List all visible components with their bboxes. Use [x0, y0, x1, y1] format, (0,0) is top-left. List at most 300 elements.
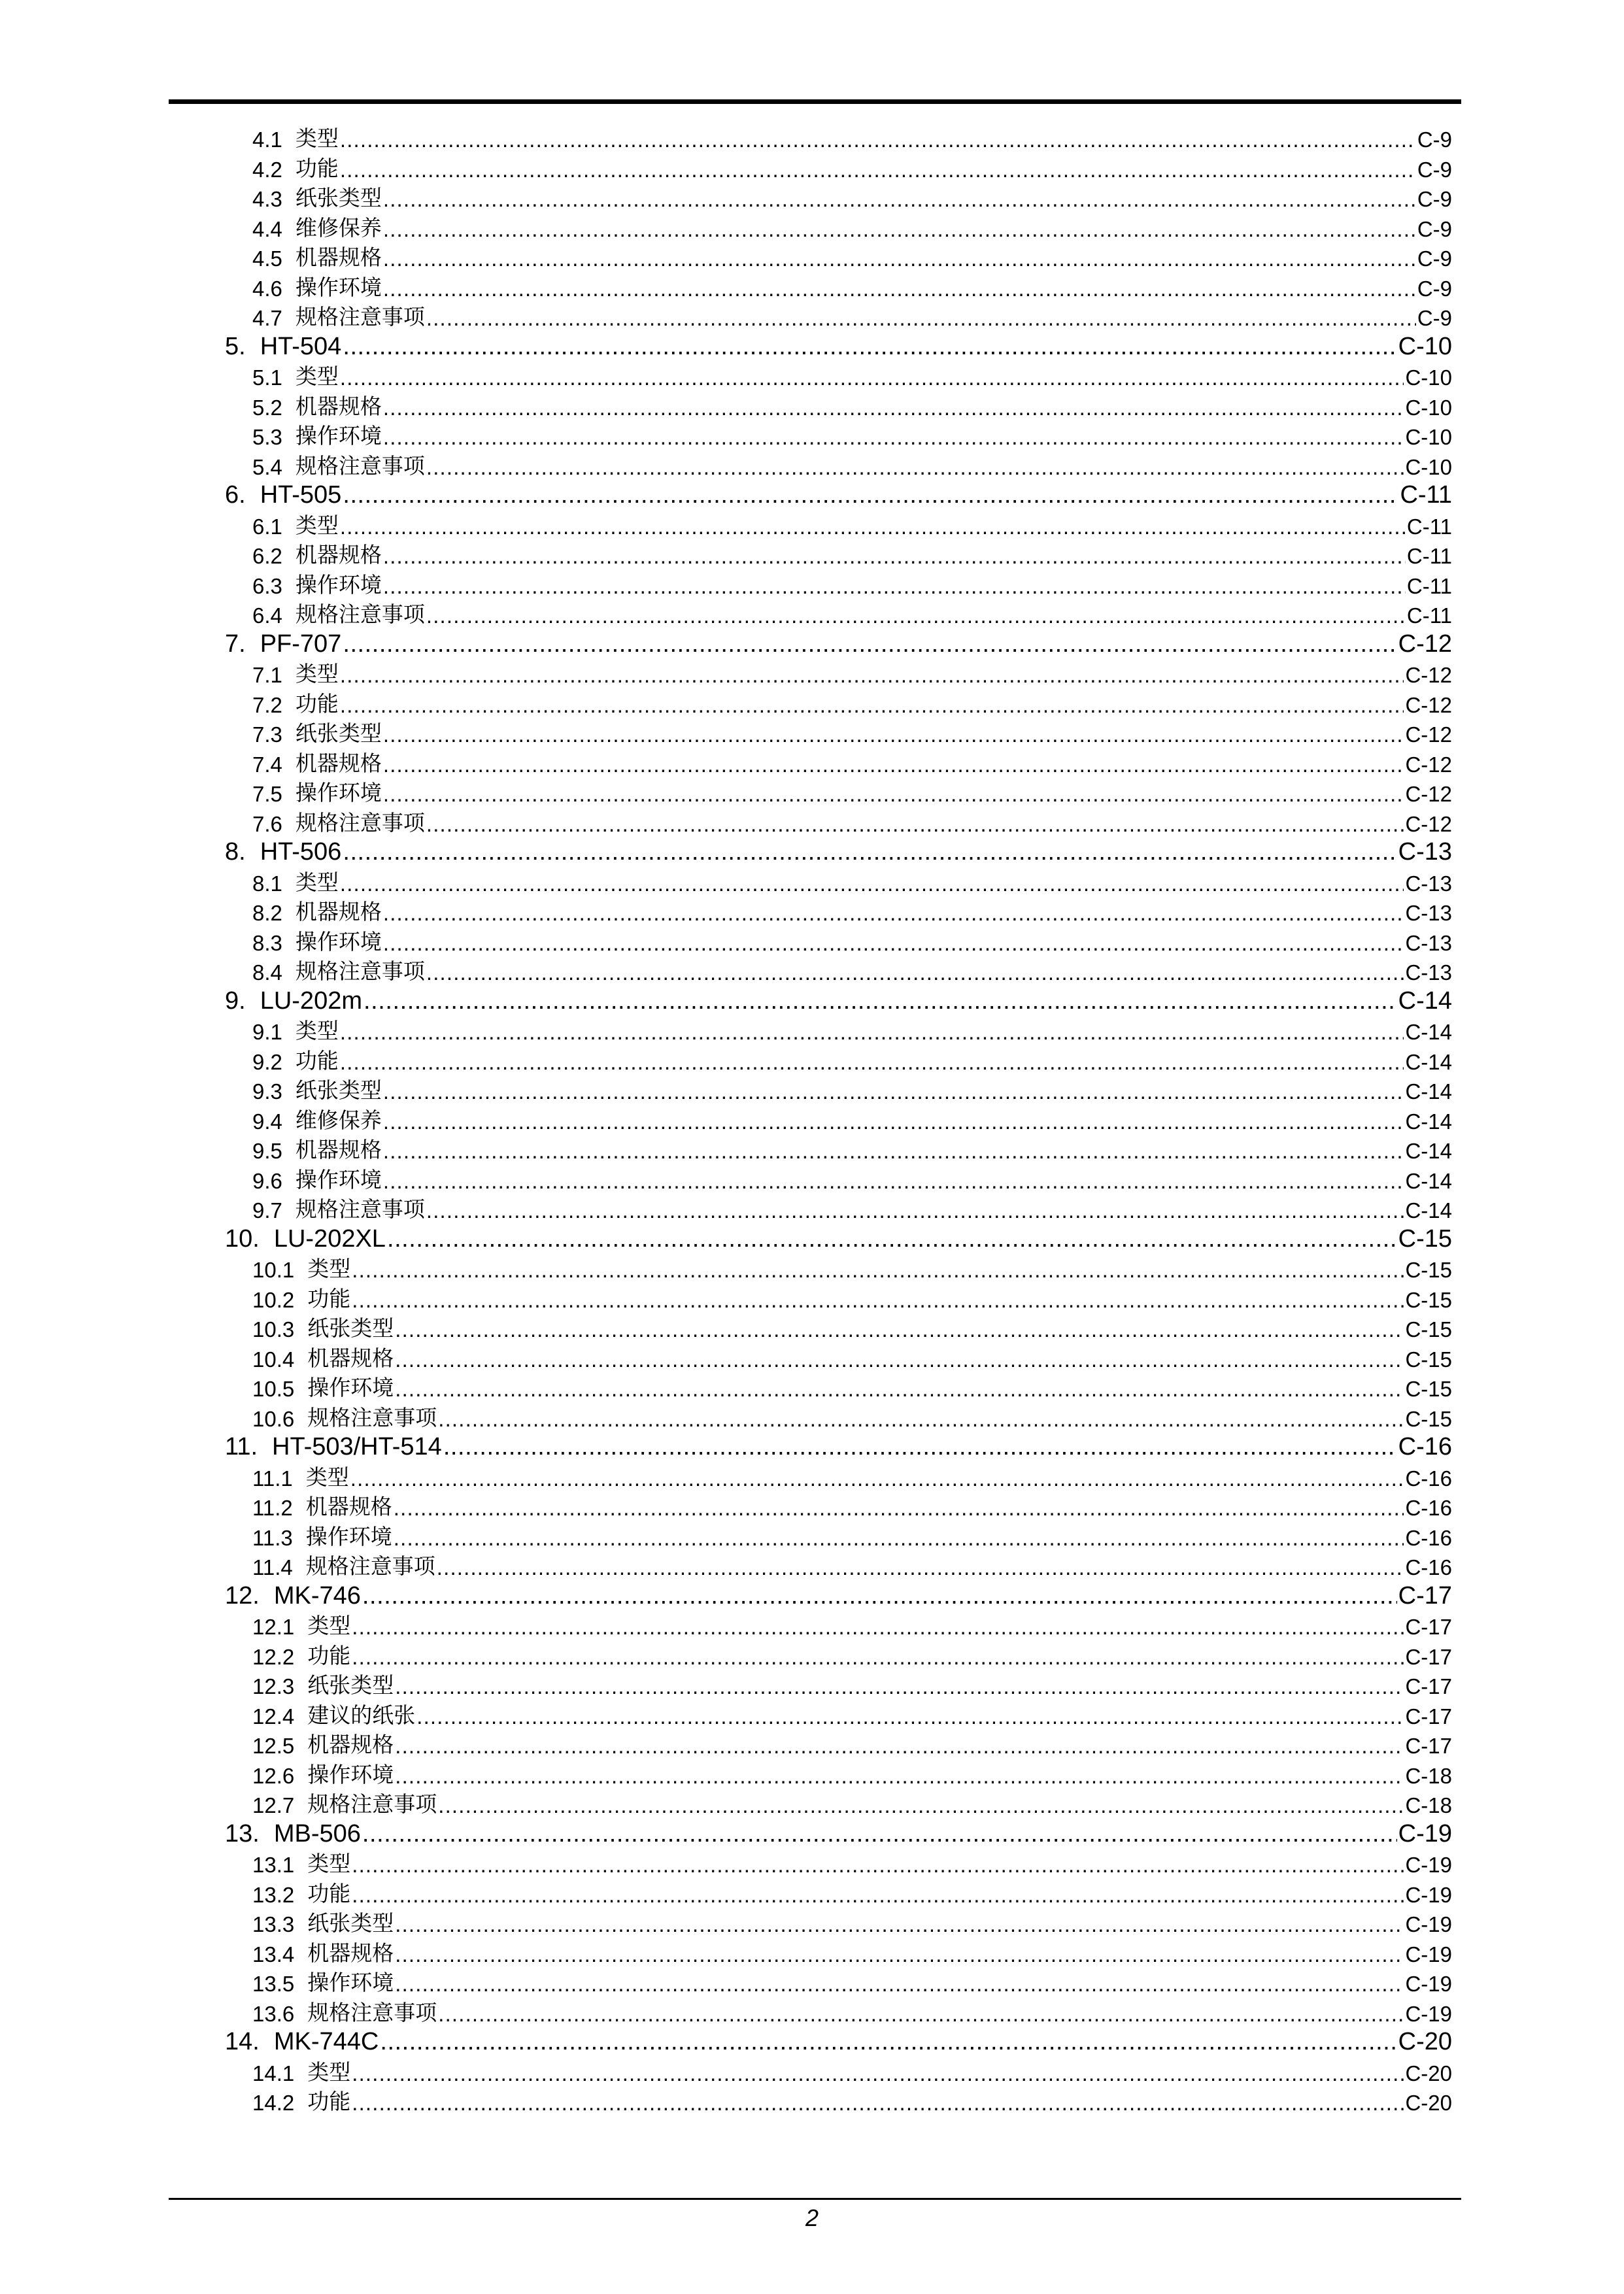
toc-entry-number: 13.2 — [252, 1882, 295, 1907]
toc-dot-leader — [394, 1526, 1404, 1551]
toc-entry-page: C-10 — [1405, 425, 1452, 449]
toc-entry-title: 功能 — [295, 1048, 339, 1073]
toc-entry-title: 纸张类型 — [307, 1673, 394, 1697]
toc-entry-title: 操作环境 — [307, 1375, 394, 1400]
toc-dot-leader — [383, 1079, 1404, 1104]
toc-section-entry[interactable] — [252, 692, 1452, 718]
header-rule — [169, 99, 1461, 104]
toc-entry-title: 机器规格 — [295, 245, 382, 269]
toc-section-entry[interactable] — [252, 870, 1452, 896]
toc-section-entry[interactable] — [252, 573, 1452, 599]
toc-entry-page: C-14 — [1405, 1168, 1452, 1193]
toc-entry-number: 11. — [225, 1433, 258, 1460]
toc-entry-number: 9.4 — [252, 1109, 282, 1134]
toc-entry-page: C-16 — [1405, 1555, 1452, 1579]
toc-section-entry[interactable] — [252, 186, 1452, 212]
toc-entry-page: C-16 — [1398, 1433, 1452, 1460]
toc-entry-title: 建议的纸张 — [307, 1702, 416, 1727]
toc-entry-number: 13.3 — [252, 1912, 295, 1936]
toc-entry-title: 维修保养 — [295, 1107, 382, 1132]
toc-entry-page: C-19 — [1405, 1912, 1452, 1936]
footer-rule — [169, 2198, 1461, 2200]
toc-entry-page: C-14 — [1405, 1049, 1452, 1074]
toc-entry-number: 11.1 — [252, 1466, 293, 1491]
toc-entry-page: C-9 — [1417, 276, 1452, 301]
toc-dot-leader — [395, 1377, 1404, 1402]
toc-section-entry[interactable] — [252, 662, 1452, 688]
toc-dot-leader — [387, 1225, 1397, 1253]
toc-entry-title: 机器规格 — [305, 1494, 392, 1519]
toc-section-entry[interactable] — [252, 1019, 1452, 1045]
toc-entry-page: C-17 — [1405, 1644, 1452, 1669]
toc-section-entry[interactable] — [252, 1049, 1452, 1075]
toc-dot-leader — [340, 365, 1404, 390]
toc-section-entry[interactable] — [252, 811, 1452, 837]
toc-chapter-entry[interactable] — [225, 1224, 1452, 1253]
toc-entry-number: 6.2 — [252, 544, 282, 568]
toc-entry-page: C-20 — [1398, 2028, 1452, 2055]
toc-section-entry[interactable] — [252, 1525, 1452, 1551]
toc-dot-leader — [383, 187, 1416, 212]
toc-section-entry[interactable] — [252, 2000, 1452, 2027]
toc-entry-title: HT-506 — [260, 838, 342, 866]
toc-section-entry[interactable] — [252, 1673, 1452, 1699]
toc-entry-number: 6.1 — [252, 514, 282, 539]
toc-entry-page: C-15 — [1405, 1347, 1452, 1372]
toc-section-entry[interactable] — [252, 1792, 1452, 1818]
toc-entry-title: 纸张类型 — [295, 1078, 382, 1102]
toc-entry-page: C-11 — [1406, 514, 1452, 539]
toc-entry-title: 类型 — [295, 364, 339, 388]
toc-entry-title: 功能 — [307, 1881, 351, 1906]
toc-entry-title: 操作环境 — [295, 1167, 382, 1192]
toc-entry-page: C-20 — [1405, 2091, 1452, 2115]
toc-entry-title: 机器规格 — [295, 900, 382, 924]
toc-entry-title: 机器规格 — [295, 543, 382, 567]
toc-dot-leader — [426, 455, 1404, 480]
toc-entry-number: 13.6 — [252, 2001, 295, 2026]
toc-entry-title: 规格注意事项 — [295, 959, 425, 983]
toc-dot-leader — [340, 1050, 1404, 1075]
toc-dot-leader — [383, 722, 1404, 747]
toc-dot-leader — [383, 782, 1404, 807]
toc-entry-title: MK-744C — [273, 2028, 379, 2055]
toc-section-entry[interactable] — [252, 1613, 1452, 1640]
toc-entry-number: 12.1 — [252, 1615, 295, 1639]
toc-entry-page: C-14 — [1398, 987, 1452, 1015]
toc-entry-number: 8.4 — [252, 960, 282, 985]
toc-dot-leader — [343, 630, 1396, 658]
toc-entry-title: 机器规格 — [307, 1345, 394, 1370]
toc-section-entry[interactable] — [252, 1406, 1452, 1432]
toc-entry-page: C-10 — [1405, 365, 1452, 390]
toc-entry-number: 8. — [225, 838, 246, 866]
toc-dot-leader — [395, 1912, 1404, 1937]
toc-entry-title: 机器规格 — [295, 394, 382, 418]
toc-entry-number: 4.6 — [252, 276, 282, 301]
toc-entry-page: C-11 — [1406, 603, 1452, 628]
toc-entry-number: 9. — [225, 987, 246, 1015]
toc-entry-page: C-14 — [1405, 1198, 1452, 1223]
toc-dot-leader — [340, 871, 1404, 896]
toc-entry-page: C-12 — [1405, 663, 1452, 687]
toc-entry-number: 8.3 — [252, 930, 282, 955]
toc-section-entry[interactable] — [252, 781, 1452, 807]
toc-section-entry[interactable] — [252, 1465, 1452, 1491]
toc-section-entry[interactable] — [252, 156, 1452, 182]
toc-section-entry[interactable] — [252, 1168, 1452, 1194]
toc-chapter-entry[interactable] — [225, 987, 1452, 1015]
toc-entry-number: 4.3 — [252, 187, 282, 211]
toc-entry-number: 6.3 — [252, 573, 282, 598]
toc-entry-number: 7. — [225, 630, 246, 658]
toc-entry-number: 8.2 — [252, 901, 282, 925]
toc-entry-page: C-15 — [1405, 1258, 1452, 1282]
toc-section-entry[interactable] — [252, 1763, 1452, 1789]
toc-dot-leader — [383, 752, 1404, 777]
toc-entry-title: MB-506 — [273, 1819, 361, 1847]
toc-entry-title: 功能 — [307, 1286, 351, 1311]
toc-dot-leader — [438, 2002, 1404, 2027]
toc-dot-leader — [362, 1582, 1397, 1610]
toc-entry-number: 9.2 — [252, 1049, 282, 1074]
toc-dot-leader — [343, 333, 1396, 361]
toc-entry-number: 10.2 — [252, 1287, 295, 1312]
toc-dot-leader — [352, 1288, 1404, 1313]
toc-entry-page: C-19 — [1398, 1819, 1452, 1847]
toc-chapter-entry[interactable] — [225, 332, 1452, 361]
toc-entry-title: 规格注意事项 — [295, 305, 425, 329]
toc-section-entry[interactable] — [252, 364, 1452, 390]
toc-entry-title: 类型 — [295, 662, 339, 686]
toc-dot-leader — [426, 960, 1404, 985]
toc-chapter-entry[interactable] — [225, 837, 1452, 866]
toc-entry-title: 规格注意事项 — [307, 2000, 437, 2025]
toc-dot-leader — [352, 2091, 1404, 2116]
toc-entry-page: C-12 — [1405, 692, 1452, 717]
toc-entry-page: C-9 — [1417, 187, 1452, 211]
toc-entry-number: 13. — [225, 1819, 260, 1847]
toc-dot-leader — [416, 1704, 1404, 1729]
toc-section-entry[interactable] — [252, 1197, 1452, 1223]
toc-entry-title: 操作环境 — [295, 929, 382, 954]
toc-section-entry[interactable] — [252, 543, 1452, 569]
toc-entry-title: 规格注意事项 — [295, 602, 425, 626]
toc-dot-leader — [343, 481, 1398, 509]
toc-section-entry[interactable] — [252, 126, 1452, 152]
toc-entry-number: 10.1 — [252, 1258, 295, 1282]
toc-entry-title: 类型 — [307, 1851, 351, 1876]
toc-chapter-entry[interactable] — [225, 1819, 1452, 1848]
toc-chapter-entry[interactable] — [225, 481, 1452, 509]
toc-dot-leader — [352, 2061, 1404, 2086]
toc-entry-title: 规格注意事项 — [305, 1554, 435, 1578]
toc-entry-number: 9.7 — [252, 1198, 282, 1223]
toc-entry-page: C-11 — [1406, 544, 1452, 568]
toc-dot-leader — [395, 1972, 1404, 1997]
toc-entry-page: C-17 — [1398, 1581, 1452, 1610]
toc-section-entry[interactable] — [252, 1851, 1452, 1878]
toc-entry-number: 5.4 — [252, 454, 282, 479]
toc-entry-title: 规格注意事项 — [295, 1197, 425, 1221]
toc-entry-title: 类型 — [307, 1257, 351, 1281]
toc-dot-leader — [395, 1764, 1404, 1789]
toc-section-entry[interactable] — [252, 424, 1452, 450]
toc-section-entry[interactable] — [252, 1644, 1452, 1670]
toc-section-entry[interactable] — [252, 454, 1452, 480]
toc-section-entry[interactable] — [252, 1078, 1452, 1104]
toc-section-entry[interactable] — [252, 1911, 1452, 1937]
toc-entry-number: 5.1 — [252, 365, 282, 390]
toc-entry-title: 功能 — [295, 691, 339, 716]
toc-dot-leader — [383, 1169, 1404, 1194]
toc-entry-page: C-9 — [1417, 127, 1452, 152]
toc-dot-leader — [395, 1734, 1404, 1759]
toc-section-entry[interactable] — [252, 513, 1452, 539]
toc-entry-number: 12.7 — [252, 1793, 295, 1817]
toc-section-entry[interactable] — [252, 721, 1452, 747]
toc-dot-leader — [395, 1347, 1404, 1372]
toc-entry-title: 功能 — [295, 156, 339, 180]
toc-dot-leader — [380, 2028, 1396, 2056]
toc-entry-title: 纸张类型 — [307, 1911, 394, 1935]
toc-entry-title: 纸张类型 — [295, 186, 382, 210]
toc-entry-number: 7.6 — [252, 811, 282, 836]
toc-entry-title: 纸张类型 — [295, 721, 382, 745]
toc-dot-leader — [383, 1139, 1404, 1164]
toc-section-entry[interactable] — [252, 1494, 1452, 1521]
toc-dot-leader — [383, 425, 1404, 450]
toc-entry-page: C-9 — [1417, 306, 1452, 330]
toc-entry-page: C-19 — [1405, 1972, 1452, 1996]
toc-entry-page: C-11 — [1406, 573, 1452, 598]
toc-section-entry[interactable] — [252, 216, 1452, 242]
toc-dot-leader — [383, 396, 1404, 420]
toc-entry-title: 类型 — [307, 1613, 351, 1638]
toc-entry-number: 4.5 — [252, 246, 282, 271]
toc-entry-number: 8.1 — [252, 871, 282, 896]
toc-section-entry[interactable] — [252, 1316, 1452, 1342]
toc-entry-page: C-13 — [1405, 930, 1452, 955]
toc-entry-number: 14.1 — [252, 2061, 295, 2085]
toc-entry-number: 14. — [225, 2028, 260, 2055]
toc-section-entry[interactable] — [252, 394, 1452, 420]
toc-entry-title: 操作环境 — [295, 781, 382, 805]
toc-section-entry[interactable] — [252, 1375, 1452, 1402]
toc-dot-leader — [362, 1820, 1397, 1848]
toc-entry-number: 12.4 — [252, 1704, 295, 1729]
toc-entry-number: 7.4 — [252, 752, 282, 777]
toc-section-entry[interactable] — [252, 1970, 1452, 1997]
toc-dot-leader — [352, 1883, 1404, 1908]
toc-section-entry[interactable] — [252, 959, 1452, 985]
toc-entry-page: C-15 — [1405, 1317, 1452, 1341]
toc-dot-leader — [352, 1615, 1404, 1640]
toc-entry-page: C-10 — [1405, 454, 1452, 479]
toc-entry-title: LU-202m — [260, 987, 362, 1015]
toc-entry-number: 5.3 — [252, 425, 282, 449]
toc-section-entry[interactable] — [252, 751, 1452, 777]
toc-dot-leader — [395, 1942, 1404, 1967]
toc-entry-page: C-19 — [1405, 2001, 1452, 2026]
toc-section-entry[interactable] — [252, 2089, 1452, 2116]
toc-dot-leader — [364, 987, 1397, 1015]
toc-entry-title: 操作环境 — [295, 424, 382, 448]
toc-dot-leader — [426, 306, 1416, 331]
toc-entry-page: C-15 — [1398, 1224, 1452, 1253]
toc-entry-number: 10.3 — [252, 1317, 295, 1341]
toc-section-entry[interactable] — [252, 1108, 1452, 1134]
toc-dot-leader — [438, 1407, 1404, 1432]
toc-entry-number: 4.4 — [252, 216, 282, 241]
toc-chapter-entry[interactable] — [225, 1581, 1452, 1610]
toc-entry-number: 9.5 — [252, 1139, 282, 1163]
toc-dot-leader — [352, 1853, 1404, 1878]
toc-entry-page: C-14 — [1405, 1020, 1452, 1044]
toc-entry-title: 类型 — [295, 869, 339, 894]
toc-dot-leader — [395, 1317, 1404, 1342]
toc-section-entry[interactable] — [252, 900, 1452, 926]
toc-entry-title: 类型 — [305, 1464, 349, 1489]
toc-entry-page: C-13 — [1398, 838, 1452, 866]
toc-entry-number: 12.3 — [252, 1674, 295, 1698]
toc-entry-title: 规格注意事项 — [307, 1792, 437, 1816]
toc-entry-title: 类型 — [295, 126, 339, 150]
toc-entry-number: 5.2 — [252, 395, 282, 420]
toc-dot-leader — [383, 217, 1416, 242]
toc-dot-leader — [340, 127, 1416, 152]
toc-section-entry[interactable] — [252, 1257, 1452, 1283]
toc-dot-leader — [426, 603, 1406, 628]
toc-section-entry[interactable] — [252, 1941, 1452, 1967]
toc-entry-number: 7.2 — [252, 692, 282, 717]
toc-section-entry[interactable] — [252, 1703, 1452, 1729]
toc-dot-leader — [352, 1258, 1404, 1283]
toc-dot-leader — [340, 158, 1416, 182]
toc-section-entry[interactable] — [252, 1554, 1452, 1580]
toc-entry-page: C-12 — [1405, 782, 1452, 806]
toc-entry-number: 7.1 — [252, 663, 282, 687]
toc-entry-number: 9.3 — [252, 1079, 282, 1104]
toc-entry-page: C-16 — [1405, 1496, 1452, 1520]
toc-entry-page: C-9 — [1417, 157, 1452, 182]
toc-entry-number: 4.7 — [252, 306, 282, 330]
toc-section-entry[interactable] — [252, 2060, 1452, 2086]
toc-section-entry[interactable] — [252, 275, 1452, 301]
toc-chapter-entry[interactable] — [225, 1432, 1452, 1461]
toc-entry-title: 功能 — [307, 1643, 351, 1668]
toc-dot-leader — [383, 544, 1406, 569]
toc-entry-number: 12.5 — [252, 1734, 295, 1758]
toc-entry-title: 规格注意事项 — [307, 1405, 437, 1430]
toc-entry-title: 操作环境 — [305, 1524, 392, 1549]
toc-entry-number: 13.5 — [252, 1972, 295, 1996]
toc-entry-title: 操作环境 — [307, 1762, 394, 1787]
toc-entry-page: C-18 — [1405, 1793, 1452, 1817]
toc-entry-page: C-12 — [1405, 722, 1452, 747]
toc-entry-number: 4.2 — [252, 157, 282, 182]
toc-entry-page: C-17 — [1405, 1674, 1452, 1698]
toc-chapter-entry[interactable] — [225, 2027, 1452, 2056]
toc-entry-page: C-13 — [1405, 960, 1452, 985]
toc-entry-number: 6. — [225, 481, 246, 509]
toc-dot-leader — [340, 693, 1404, 718]
toc-entry-number: 10. — [225, 1224, 260, 1253]
toc-section-entry[interactable] — [252, 1287, 1452, 1313]
toc-section-entry[interactable] — [252, 1881, 1452, 1908]
toc-entry-number: 6.4 — [252, 603, 282, 628]
toc-entry-title: 规格注意事项 — [295, 810, 425, 835]
toc-entry-page: C-15 — [1405, 1377, 1452, 1401]
toc-section-entry[interactable] — [252, 1138, 1452, 1164]
toc-section-entry[interactable] — [252, 305, 1452, 331]
toc-section-entry[interactable] — [252, 1732, 1452, 1759]
toc-entry-title: 类型 — [307, 2059, 351, 2084]
toc-entry-title: 机器规格 — [295, 1138, 382, 1162]
toc-dot-leader — [383, 1109, 1404, 1134]
toc-dot-leader — [395, 1674, 1404, 1699]
toc-entry-number: 7.3 — [252, 722, 282, 747]
toc-section-entry[interactable] — [252, 930, 1452, 956]
toc-entry-title: LU-202XL — [273, 1224, 386, 1253]
toc-entry-page: C-19 — [1405, 1853, 1452, 1877]
toc-chapter-entry[interactable] — [225, 630, 1452, 658]
toc-entry-page: C-19 — [1405, 1882, 1452, 1907]
toc-dot-leader — [383, 931, 1404, 956]
toc-entry-number: 14.2 — [252, 2091, 295, 2115]
toc-entry-number: 13.1 — [252, 1853, 295, 1877]
toc-entry-number: 9.1 — [252, 1020, 282, 1044]
toc-entry-page: C-12 — [1405, 752, 1452, 777]
toc-section-entry[interactable] — [252, 245, 1452, 271]
toc-entry-number: 10.5 — [252, 1377, 295, 1401]
toc-dot-leader — [383, 574, 1406, 599]
toc-entry-page: C-12 — [1405, 811, 1452, 836]
toc-dot-leader — [437, 1555, 1404, 1580]
toc-entry-title: 机器规格 — [307, 1732, 394, 1757]
toc-entry-number: 4.1 — [252, 127, 282, 152]
toc-entry-page: C-14 — [1405, 1109, 1452, 1134]
toc-entry-number: 10.6 — [252, 1406, 295, 1431]
toc-entry-page: C-20 — [1405, 2061, 1452, 2085]
toc-entry-page: C-13 — [1405, 901, 1452, 925]
toc-entry-page: C-17 — [1405, 1704, 1452, 1729]
toc-entry-page: C-15 — [1405, 1406, 1452, 1431]
toc-dot-leader — [352, 1645, 1404, 1670]
toc-entry-page: C-12 — [1398, 630, 1452, 658]
toc-section-entry[interactable] — [252, 602, 1452, 628]
toc-entry-title: 操作环境 — [295, 572, 382, 597]
toc-dot-leader — [394, 1496, 1404, 1521]
toc-entry-number: 12. — [225, 1581, 260, 1610]
toc-entry-number: 11.2 — [252, 1496, 293, 1520]
toc-entry-page: C-14 — [1405, 1079, 1452, 1104]
toc-entry-page: C-10 — [1405, 395, 1452, 420]
toc-dot-leader — [383, 277, 1416, 301]
toc-entry-number: 9.6 — [252, 1168, 282, 1193]
toc-entry-number: 11.4 — [252, 1555, 293, 1579]
toc-entry-page: C-17 — [1405, 1734, 1452, 1758]
toc-dot-leader — [443, 1433, 1397, 1461]
toc-entry-page: C-14 — [1405, 1139, 1452, 1163]
toc-entry-title: 功能 — [307, 2089, 351, 2114]
toc-entry-title: PF-707 — [260, 630, 342, 658]
toc-section-entry[interactable] — [252, 1346, 1452, 1372]
toc-entry-page: C-13 — [1405, 871, 1452, 896]
toc-entry-title: 规格注意事项 — [295, 453, 425, 478]
toc-entry-title: 操作环境 — [295, 275, 382, 299]
toc-entry-page: C-17 — [1405, 1615, 1452, 1639]
